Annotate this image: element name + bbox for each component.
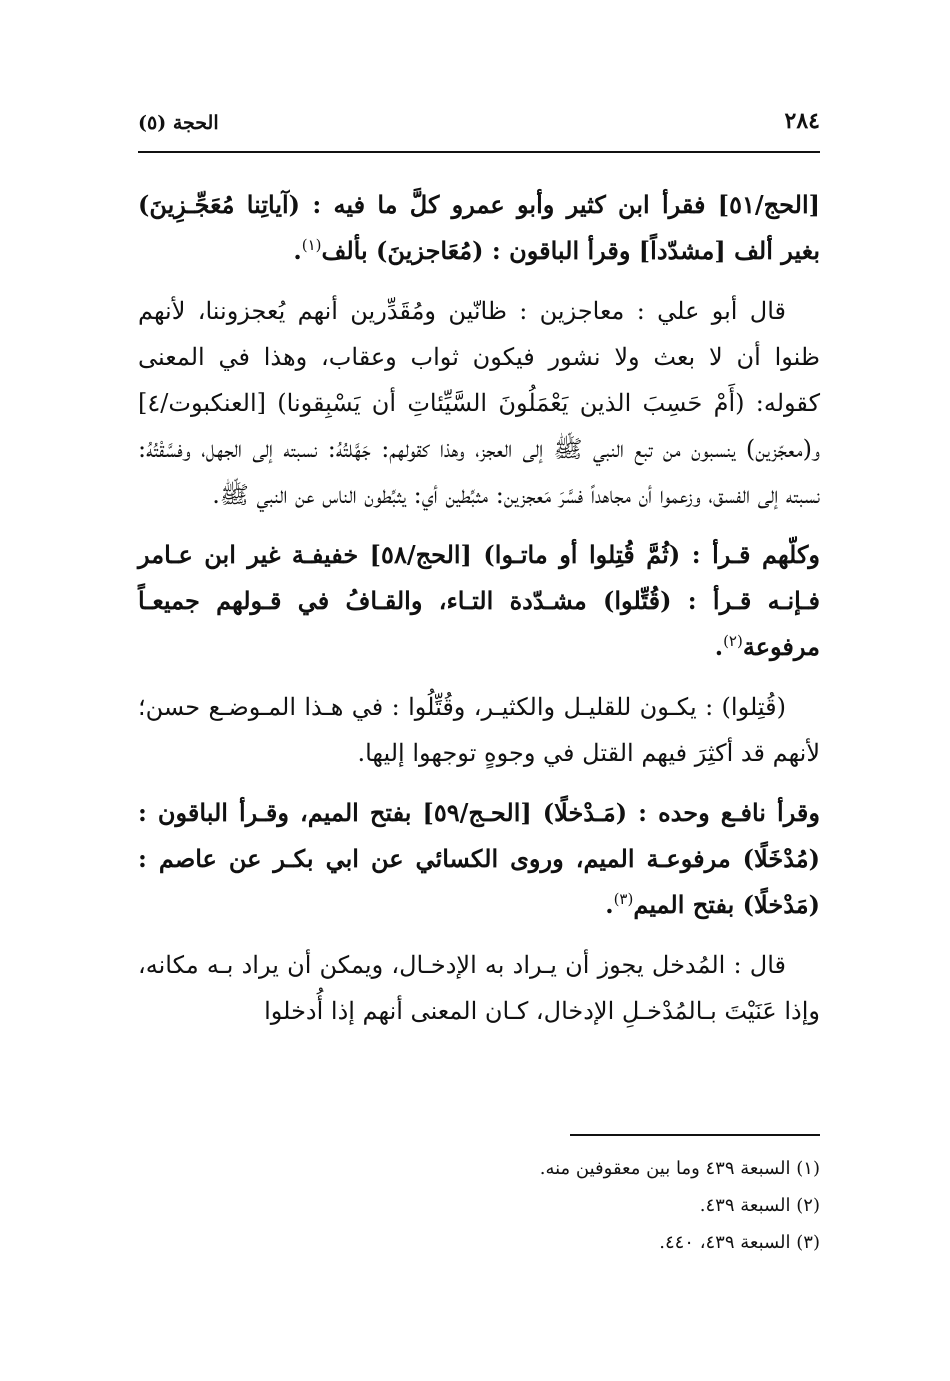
reading-paragraph: [138, 790, 820, 928]
footnote: (٢) السبعة ٤٣٩.: [699, 1195, 820, 1216]
paragraph-tail: .: [605, 890, 614, 919]
commentary-paragraph: [138, 684, 820, 776]
paragraph-text: وقرأ نافـع وحده : (مَـدْخلًا) [الحـج/٥٩] بفتح الميم، وقـرأ الباقون : (مُدْخَلًا) مرفوعـة الميم، وروى الكسائي عن ابي بكـر عن عاصم : (مَدْخلًا) بفتح الميم: [138, 798, 820, 919]
commentary-paragraph: [138, 288, 820, 518]
paragraph-tail: .: [293, 236, 302, 265]
paragraph-text: (قُتِلوا) : يكـون للقليـل والكثيـر، وقُتِّلُوا : في هـذا المـوضـع حسن؛ لأنهم قد أكثِرَ فيهم القتل في وجوهٍ توجهوا إليها.: [138, 693, 820, 767]
footnote-reference: (٢): [723, 632, 743, 650]
paragraph-text: قال أبو علي : معاجزين : ظانّين ومُقَدِّرين أنهم يُعجزوننا، لأنهم ظنوا أن لا بعث ولا نشور فيكون ثواب وعقاب، وهذا في المعنى كقوله: (أَمْ حَسِبَ الذين يَعْمَلُونَ السَّيِّئاتِ أن يَسْبِقونا) [العنكبوت/٤] و(معجّزين) ينسبون من تبع النبي ﷺ إلى العجز، وهذا كقولهم: جَهَّلتُهُ: نسبته إلى الجهل، وفسَّقْتُهُ: نسبته إلى الفسق، وزعموا أن مجاهداً فسَّرَ مَعجزين: مثبِّطين أي: يثبِّطون الناس عن النبي ﷺ.: [138, 297, 820, 509]
footnote-separator: [570, 1134, 820, 1136]
footnote-reference: (٣): [613, 890, 634, 908]
paragraph-text: [الحج/٥١] فقرأ ابن كثير وأبو عمرو كلَّ ما فيه : (آياتِنا مُعَجِّـزِينَ) بغير ألف [مشدّداً] وقرأ الباقون : (مُعَاجزينَ) بألف: [138, 190, 820, 265]
reading-paragraph: [138, 532, 820, 670]
running-title: الحجة (٥): [138, 112, 219, 134]
reading-paragraph: [138, 182, 820, 274]
footnote: (٣) السبعة ٤٣٩، ٤٤٠.: [659, 1232, 820, 1253]
header-rule: [138, 151, 820, 153]
paragraph-text: وكلّهم قـرأ : (ثُمَّ قُتِلوا أو ماتـوا) [الحج/٥٨] خفيفـة غير ابن عـامر فـإنـه قـرأ : (قُتِّلوا) مشـدّدة التـاء، والقـافُ في قـولهم جميعـاً مرفوعة: [138, 540, 820, 661]
footnote: (١) السبعة ٤٣٩ وما بين معقوفين منه.: [539, 1158, 820, 1179]
paragraph-tail: .: [714, 632, 724, 661]
page-header: [138, 108, 820, 148]
paragraph-text: قال : المُدخل يجوز أن يـراد به الإدخـال، ويمكن أن يراد بـه مكانه، وإذا عَنَيْتَ بـالمُدْخـلِ الإدخال، كـان المعنى أنهم إذا أُدخلوا: [138, 951, 820, 1025]
footnotes: [138, 1150, 820, 1261]
main-text: [138, 182, 820, 1048]
footnote-reference: (١): [301, 236, 322, 254]
commentary-paragraph: [138, 942, 820, 1034]
page-number: ٢٨٤: [784, 108, 820, 134]
